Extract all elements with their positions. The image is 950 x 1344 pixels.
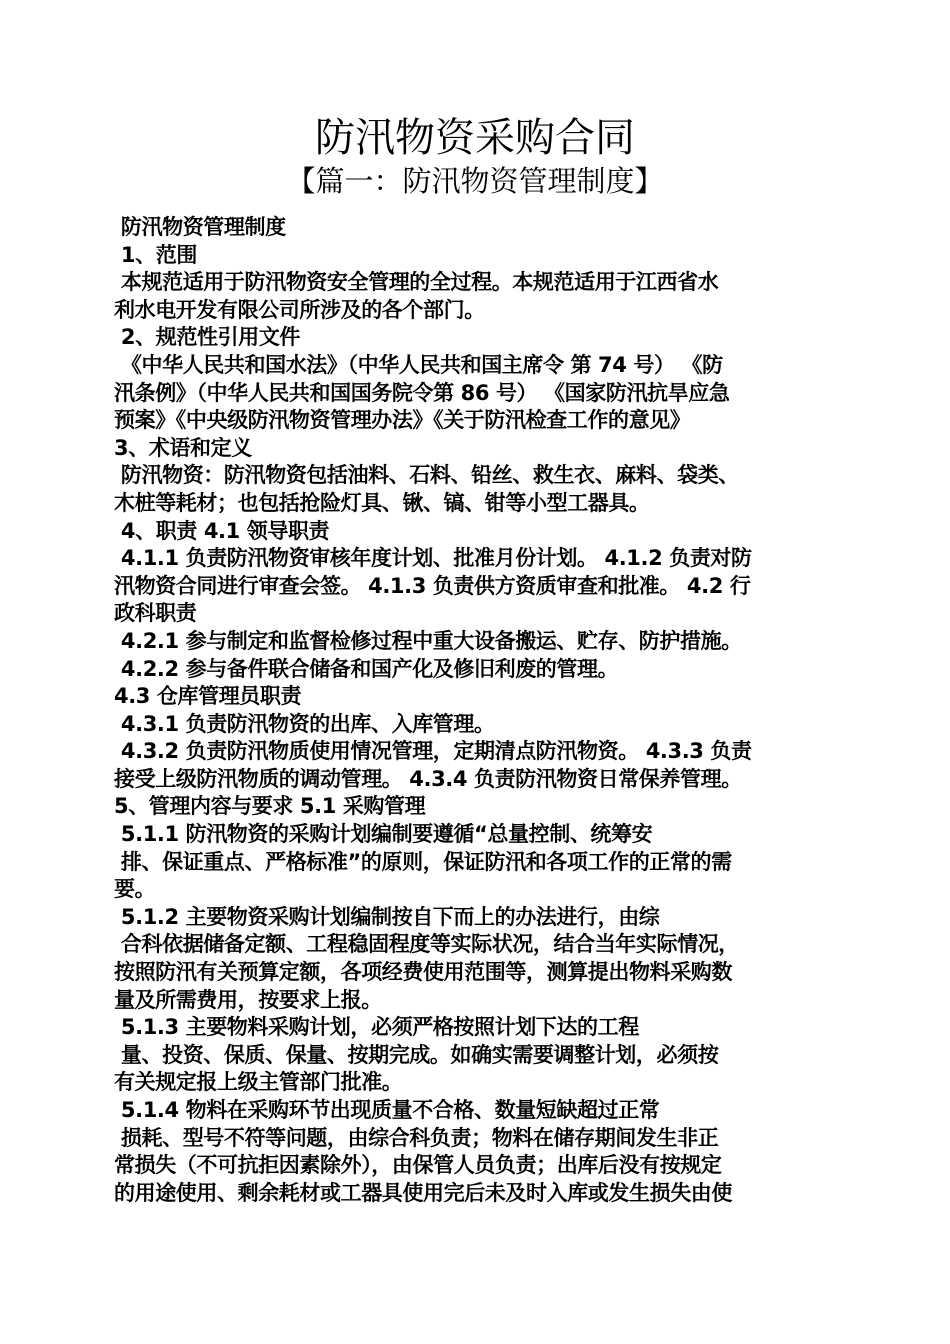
body-line: 防汛物资：防汛物资包括油料、石料、铅丝、救生衣、麻料、袋类、: [114, 463, 739, 488]
body-line: 4.2.2 参与备件联合储备和国产化及修旧利废的管理。: [114, 656, 619, 681]
body-line: 汛物资合同进行审查会签。 4.1.3 负责供方资质审查和批准。 4.2 行: [114, 573, 751, 598]
body-line: 的用途使用、剩余耗材或工器具使用完后未及时入库或发生损失由使: [114, 1180, 732, 1205]
body-line: 要。: [114, 877, 156, 902]
body-line: 预案》《中央级防汛物资管理办法》《关于防汛检查工作的意见》: [114, 408, 691, 433]
body-line: 利水电开发有限公司所涉及的各个部门。: [114, 297, 485, 322]
body-line: 常损失（不可抗拒因素除外），由保管人员负责；出库后没有按规定: [114, 1153, 722, 1178]
body-line: 5.1.2 主要物资采购计划编制按自下而上的办法进行，由综: [114, 904, 660, 929]
body-line: 政科职责: [114, 601, 197, 626]
document-subtitle: 【篇一：防汛物资管理制度】: [286, 164, 664, 198]
body-line: 本规范适用于防汛物资安全管理的全过程。本规范适用于江西省水: [114, 270, 719, 295]
body-line: 4.1.1 负责防汛物资审核年度计划、批准月份计划。 4.1.2 负责对防: [114, 546, 752, 571]
body-line: 5.1.1 防汛物资的采购计划编制要遵循“总量控制、统筹安: [114, 822, 653, 847]
body-line: 《中华人民共和国水法》（中华人民共和国主席令 第 74 号） 《防: [114, 352, 723, 377]
body-line: 有关规定报上级主管部门批准。: [114, 1070, 403, 1095]
body-line: 损耗、型号不符等问题，由综合科负责；物料在储存期间发生非正: [114, 1125, 719, 1150]
body-line: 5、管理内容与要求 5.1 采购管理: [114, 794, 426, 819]
body-line: 木桩等耗材；也包括抢险灯具、锹、镐、钳等小型工器具。: [114, 490, 650, 515]
body-line: 量及所需费用，按要求上报。: [114, 987, 382, 1012]
body-line: 4.2.1 参与制定和监督检修过程中重大设备搬运、贮存、防护措施。: [114, 628, 742, 653]
body-line: 2、规范性引用文件: [114, 325, 300, 350]
body-line: 汛条例》（中华人民共和国国务院令第 86 号） 《国家防汛抗旱应急: [114, 380, 730, 405]
document-body: [114, 214, 838, 1207]
body-line: 按照防汛有关预算定额，各项经费使用范围等，测算提出物料采购数: [114, 960, 732, 985]
body-line: 4.3.1 负责防汛物资的出库、入库管理。: [114, 711, 495, 736]
document-title: 防汛物资采购合同: [315, 115, 635, 161]
body-line: 排、保证重点、严格标准”的原则，保证防汛和各项工作的正常的需: [114, 849, 732, 874]
body-line: 接受上级防汛物质的调动管理。 4.3.4 负责防汛物资日常保养管理。: [114, 766, 742, 791]
body-line: 5.1.3 主要物料采购计划，必须严格按照计划下达的工程: [114, 1015, 639, 1040]
body-line: 防汛物资管理制度: [114, 215, 286, 239]
body-line: 量、投资、保质、保量、按期完成。如确实需要调整计划，必须按: [114, 1042, 719, 1067]
body-line: 1、范围: [114, 242, 197, 267]
body-line: 合科依据储备定额、工程稳固程度等实际状况，结合当年实际情况，: [114, 932, 739, 957]
body-line: 4.3 仓库管理员职责: [114, 684, 302, 709]
body-line: 4.3.2 负责防汛物质使用情况管理，定期清点防汛物资。 4.3.3 负责: [114, 739, 752, 764]
body-line: 3、术语和定义: [114, 435, 252, 460]
body-line: 4、职责 4.1 领导职责: [114, 518, 330, 543]
body-line: 5.1.4 物料在采购环节出现质量不合格、数量短缺超过正常: [114, 1098, 660, 1122]
